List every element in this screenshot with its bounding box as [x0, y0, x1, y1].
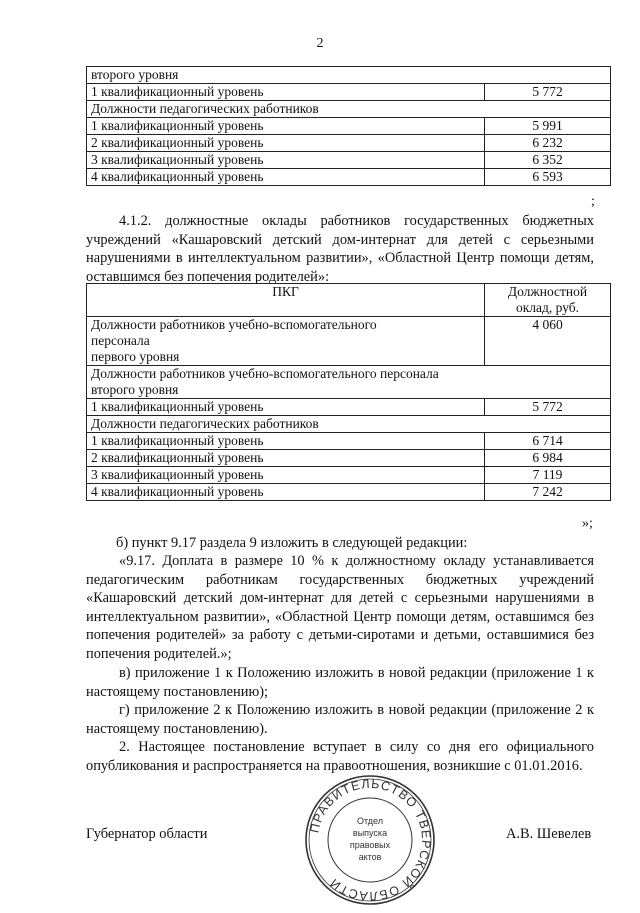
table-row: [87, 467, 611, 484]
group1-line1: Должности работников учебно-вспомогательного: [91, 317, 377, 332]
table-row: [87, 169, 611, 186]
official-stamp: [302, 772, 438, 908]
stamp-seal-icon: [302, 772, 438, 908]
group2-line2: второго уровня: [91, 382, 179, 397]
table-row: [87, 366, 611, 399]
clause-4-1-2: 4.1.2. должностные оклады работников государственных бюджетных учреждений «Кашаровский детский дом-интернат для детей с серьезными нарушениями в интеллектуальном развитии», «Областной Центр помощи детям, оставшимся без попечения родителей»:: [86, 213, 594, 285]
table-cell: 7 119: [485, 467, 611, 484]
item-v: в) приложение 1 к Положению изложить в новой редакции (приложение 1 к настоящему постановлению);: [86, 665, 594, 700]
table-cell: 1 квалификационный уровень: [87, 84, 485, 101]
table-cell: [87, 317, 485, 366]
table-row: [87, 118, 611, 135]
table-cell: 7 242: [485, 484, 611, 501]
item-2: 2. Настоящее постановление вступает в силу со дня его официального опубликования и распространяется на правоотношения, возникшие с 01.01.2016.: [86, 739, 594, 774]
table-cell: 6 984: [485, 450, 611, 467]
table-cell: 5 772: [485, 84, 611, 101]
signature-title: Губернатор области: [86, 826, 208, 842]
table-cell: 6 593: [485, 169, 611, 186]
header-salary: [485, 284, 611, 317]
stamp-center-line2: выпуска: [352, 828, 388, 838]
table-row: [87, 152, 611, 169]
stamp-center-line4: актов: [358, 852, 382, 862]
table-cell: 3 квалификационный уровень: [87, 152, 485, 169]
table-cell: 5 772: [485, 399, 611, 416]
table-row: [87, 67, 611, 84]
table-row: [87, 484, 611, 501]
table-cell: 6 352: [485, 152, 611, 169]
stamp-ring-text: ПРАВИТЕЛЬСТВО ТВЕРСКОЙ ОБЛАСТИ: [307, 776, 434, 904]
page-number: 2: [316, 36, 324, 51]
table-cell: 4 060: [485, 317, 611, 366]
table-row: [87, 416, 611, 433]
stamp-center-line3: правовых: [349, 840, 391, 850]
group1-line2: персонала: [91, 333, 150, 348]
table-cell: второго уровня: [87, 67, 611, 84]
table-header-row: [87, 284, 611, 317]
table-cell: 1 квалификационный уровень: [87, 118, 485, 135]
table-cell: 4 квалификационный уровень: [87, 484, 485, 501]
table-row: [87, 84, 611, 101]
header-salary-line1: Должностной: [507, 284, 588, 299]
table2-trailing-punct: »;: [582, 516, 593, 531]
table-row: [87, 101, 611, 118]
table-cell: 2 квалификационный уровень: [87, 450, 485, 467]
table-cell: Должности педагогических работников: [87, 101, 611, 118]
table-row: [87, 433, 611, 450]
table-row: [87, 450, 611, 467]
group1-line3: первого уровня: [91, 349, 180, 364]
signature-name: А.В. Шевелев: [506, 826, 592, 842]
salary-table: [86, 283, 611, 501]
table-row: [87, 135, 611, 152]
table-cell: 6 232: [485, 135, 611, 152]
item-b: б) пункт 9.17 раздела 9 изложить в следующей редакции:: [116, 535, 468, 551]
table-cell: 6 714: [485, 433, 611, 450]
table-cell: 4 квалификационный уровень: [87, 169, 485, 186]
stamp-center-line1: Отдел: [356, 816, 384, 826]
table-cell: Должности педагогических работников: [87, 416, 611, 433]
header-salary-line2: оклад, руб.: [515, 300, 580, 315]
quote-9-17: «9.17. Доплата в размере 10 % к должностному окладу устанавливается педагогическим работникам государственных бюджетных учреждений «Кашаровский детский дом-интернат для детей с серьезными нарушениями в интеллектуальном развитии», «Областной Центр помощи детям, оставшимся без попечения родителей» за работу с детьми-сиротами и детьми, оставшимися без попечения родителей.»;: [86, 553, 594, 662]
table-cell: 1 квалификационный уровень: [87, 433, 485, 450]
table-cell: [87, 366, 611, 399]
salary-table-continued: [86, 66, 611, 186]
table-row: [87, 317, 611, 366]
item-g: г) приложение 2 к Положению изложить в новой редакции (приложение 2 к настоящему постановлению).: [86, 702, 594, 737]
table-cell: 3 квалификационный уровень: [87, 467, 485, 484]
header-pkg: ПКГ: [87, 284, 485, 317]
table-cell: 5 991: [485, 118, 611, 135]
table-cell: 1 квалификационный уровень: [87, 399, 485, 416]
table-row: [87, 399, 611, 416]
table-cell: 2 квалификационный уровень: [87, 135, 485, 152]
table1-trailing-punct: ;: [591, 194, 595, 209]
group2-line1: Должности работников учебно-вспомогательного персонала: [91, 366, 439, 381]
